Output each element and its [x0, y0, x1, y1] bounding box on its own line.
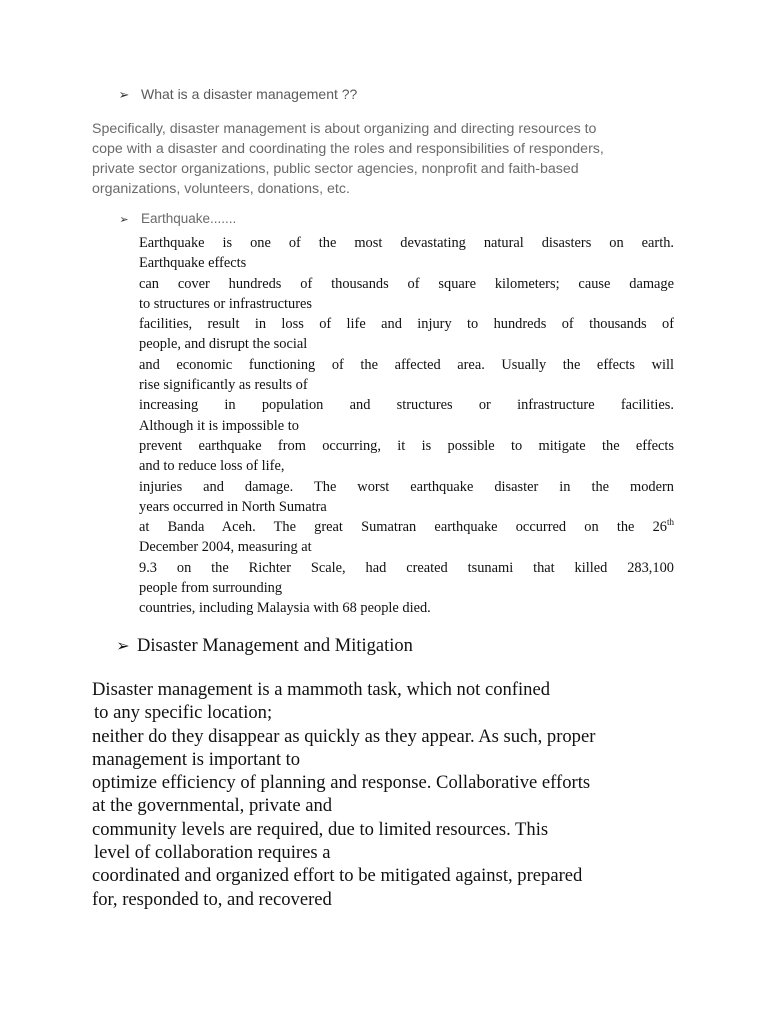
earthquake-line: injuries and damage. The worst earthquake disaster in the modern	[139, 478, 674, 495]
earthquake-line: 9.3 on the Richter Scale, had created tsunami that killed 283,100	[139, 559, 674, 576]
mitigation-line: Disaster management is a mammoth task, which not confined	[92, 679, 551, 700]
mitigation-heading	[116, 636, 413, 657]
earthquake-paragraph	[139, 233, 674, 619]
earthquake-line: December 2004, measuring at	[139, 539, 312, 556]
earthquake-line: Although it is impossible to	[139, 417, 299, 434]
earthquake-heading-text: Earthquake.......	[141, 211, 237, 226]
earthquake-line-with-superscript	[139, 517, 674, 537]
mitigation-paragraph	[92, 678, 692, 911]
earthquake-line-text: at Banda Aceh. The great Sumatran earthquake occurred on the 26	[139, 519, 667, 536]
earthquake-line: and economic functioning of the affected area. Usually the effects will	[139, 356, 674, 373]
earthquake-line: years occurred in North Sumatra	[139, 498, 327, 515]
earthquake-line: and to reduce loss of life,	[139, 458, 285, 475]
intro-line: Specifically, disaster management is about organizing and directing resources to	[92, 121, 597, 137]
earthquake-line: can cover hundreds of thousands of square kilometers; cause damage	[139, 275, 674, 292]
arrow-bullet-icon: ➢	[116, 638, 130, 655]
arrow-bullet-icon: ➢	[118, 87, 130, 102]
earthquake-line: facilities, result in loss of life and injury to hundreds of thousands of	[139, 316, 674, 333]
question-heading-text: What is a disaster management ??	[141, 86, 358, 102]
mitigation-line: for, responded to, and recovered	[92, 888, 332, 910]
mitigation-line: level of collaboration requires a	[94, 842, 331, 864]
earthquake-line: people, and disrupt the social	[139, 336, 308, 353]
earthquake-line: countries, including Malaysia with 68 people died.	[139, 600, 431, 617]
ordinal-superscript: th	[666, 517, 674, 528]
intro-line: cope with a disaster and coordinating the roles and responsibilities of responders,	[92, 141, 604, 157]
earthquake-line: rise significantly as results of	[139, 377, 308, 394]
earthquake-line: Earthquake effects	[139, 255, 247, 272]
mitigation-line: community levels are required, due to limited resources. This	[92, 818, 549, 840]
earthquake-heading	[117, 211, 236, 226]
intro-line: private sector organizations, public sector agencies, nonprofit and faith-based	[92, 161, 579, 177]
earthquake-line: prevent earthquake from occurring, it is possible to mitigate the effects	[139, 437, 674, 454]
earthquake-line: to structures or infrastructures	[139, 295, 313, 312]
earthquake-line: people from surrounding	[139, 580, 283, 597]
mitigation-line: at the governmental, private and	[92, 795, 333, 817]
earthquake-line: Earthquake is one of the most devastating natural disasters on earth.	[139, 235, 674, 251]
mitigation-line: to any specific location;	[94, 702, 273, 724]
arrow-bullet-icon: ➢	[119, 214, 129, 226]
mitigation-heading-text: Disaster Management and Mitigation	[137, 636, 413, 656]
mitigation-line: coordinated and organized effort to be mitigated against, prepared	[92, 865, 583, 887]
intro-line: organizations, volunteers, donations, etc.	[92, 181, 350, 197]
intro-paragraph	[92, 119, 692, 199]
earthquake-line: increasing in population and structures or infrastructure facilities.	[139, 397, 674, 414]
question-heading	[117, 86, 357, 103]
mitigation-line: neither do they disappear as quickly as they appear. As such, proper	[92, 725, 596, 747]
mitigation-line: optimize efficiency of planning and response. Collaborative efforts	[92, 772, 591, 794]
mitigation-line: management is important to	[92, 748, 301, 770]
